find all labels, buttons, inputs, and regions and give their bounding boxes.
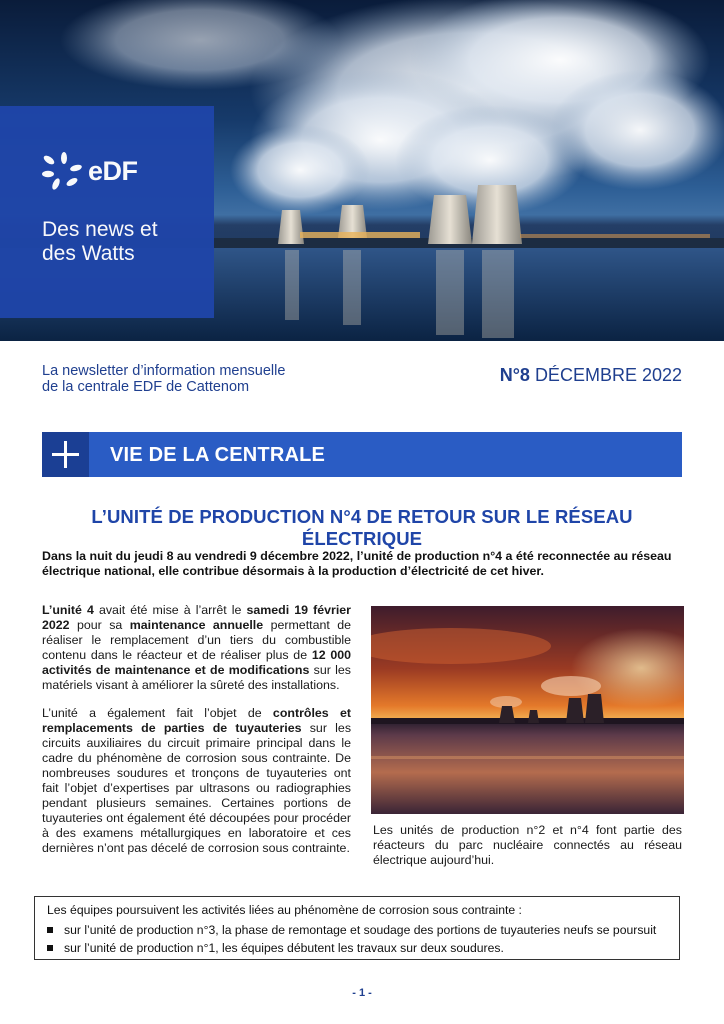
bullet-square-icon [47,927,53,933]
subtitle-line2: de la centrale EDF de Cattenom [42,379,250,395]
edf-flower-icon [40,152,84,192]
newsletter-title [42,218,207,266]
p1-s5: maintenance annuelle [129,618,264,632]
issue-number: N°8 [499,365,530,385]
article-body [42,603,351,869]
p1-s2: avait été mise à l’arrêt le [93,603,247,617]
list-item [47,939,672,957]
info-box-intro: Les équipes poursuivent les activités liées au phénomène de corrosion sous contrainte : [47,903,522,917]
paragraph-1 [42,603,351,693]
cooling-towers-sunset-image [371,606,684,814]
sunset-plant-photo [371,606,684,814]
info-box [34,896,680,960]
article-lead: Dans la nuit du jeudi 8 au vendredi 9 décembre 2022, l’unité de production n°4 a été reconnectée au réseau électrique national, elle contribue désormais à la production d’électricité de cet hiver. [42,549,672,578]
p1-s3: samedi 19 février 2022 [42,603,351,632]
article-headline: L’UNITÉ DE PRODUCTION N°4 DE RETOUR SUR LE RÉSEAU ÉLECTRIQUE [91,506,633,549]
newsletter-title-line2: des Watts [42,242,135,265]
section-banner [42,432,682,477]
plus-icon [42,432,89,477]
newsletter-subtitle [42,363,342,395]
list-item-text: sur l’unité de production n°1, les équipes débutent les travaux sur deux soudures. [64,941,504,955]
section-title: VIE DE LA CENTRALE [110,444,326,466]
photo-caption: Les unités de production n°2 et n°4 font partie des réacteurs du parc nucléaire connectés au réseau électrique aujourd’hui. [373,823,682,867]
p2-s3: sur les circuits auxiliaires du circuit primaire principal dans le cadre du phénomène de corrosion sous contrainte. De nombreuses soudures et tronçons de tuyauteries ont fait l’objet d’expertises par ultrasons ou radiographies pendant plusieurs semaines. Certaines portions de tuyauteries ont également été découpées pour procéder à des examens métallurgiques en laboratoire et ces dernières n’ont pas décelé de corrosion sous contrainte. [42,721,352,855]
p2-s1: L’unité a également fait l’objet de [42,706,273,720]
edf-logo-text: eDF [88,156,138,186]
p2-s2: contrôles et remplacements de parties de tuyauteries [42,706,351,735]
p1-s1: L’unité 4 [42,603,94,617]
subtitle-line1: La newsletter d’information mensuelle [42,363,286,379]
info-box-list [47,921,672,957]
newsletter-title-line1: Des news et [42,218,158,241]
p1-s6: permettant de réaliser le remplacement d’un tiers du combustible contenu dans le réacteur et de réaliser plus de [42,618,351,662]
p1-s8: sur les matériels visant à améliorer la sûreté des installations. [42,663,351,692]
hero-photo [0,0,724,341]
issue-date: DÉCEMBRE 2022 [534,365,682,385]
bullet-square-icon [47,945,53,951]
page-number: - 1 - [352,987,372,999]
list-item-text: sur l’unité de production n°3, la phase de remontage et soudage des portions de tuyauteries neufs se poursuit [64,923,657,937]
list-item [47,921,672,939]
edf-logo [40,152,160,192]
paragraph-2 [42,706,351,856]
p1-s7: 12 000 activités de maintenance et de modifications [42,648,351,677]
brand-panel [0,106,214,318]
issue-label [500,365,682,386]
p1-s4: pour sa [69,618,130,632]
